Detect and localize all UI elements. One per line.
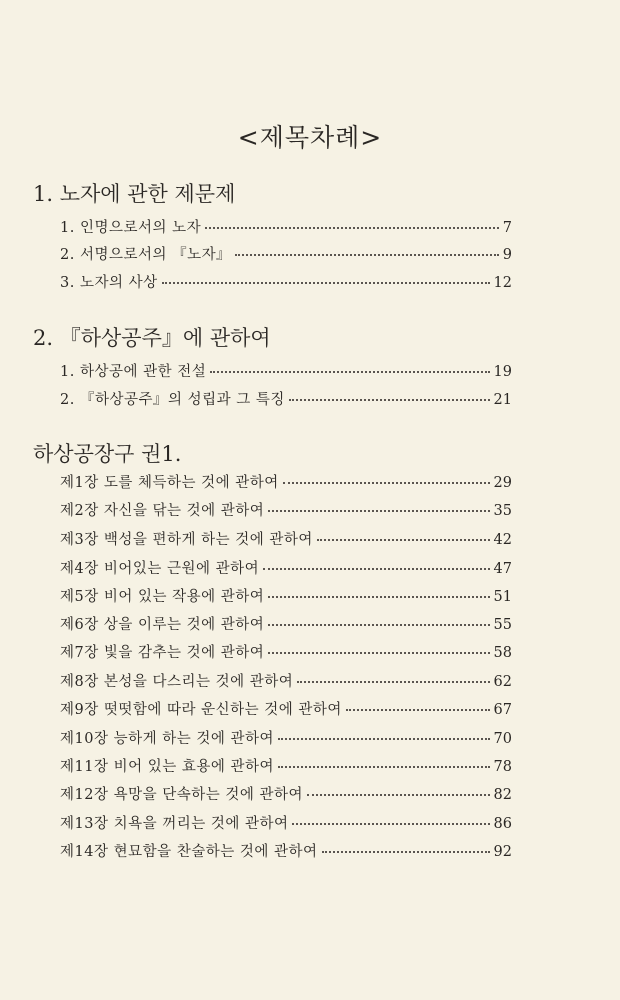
entry-page: 55 <box>493 617 512 633</box>
entry-label: 제9장 떳떳함에 따라 운신하는 것에 관하여 <box>60 702 342 718</box>
dot-leader <box>268 638 489 654</box>
dot-leader <box>346 695 490 711</box>
toc-entry <box>60 783 512 805</box>
dot-leader <box>268 582 489 598</box>
entry-label: 제6장 상을 이루는 것에 관하여 <box>60 617 265 633</box>
toc-entry <box>60 557 512 579</box>
toc-entry <box>60 388 512 410</box>
entry-label: 1. 인명으로서의 노자 <box>60 220 202 236</box>
entry-label: 제8장 본성을 다스리는 것에 관하여 <box>60 674 294 690</box>
entry-page: 58 <box>493 645 512 661</box>
toc-entry <box>60 471 512 493</box>
entry-page: 9 <box>502 247 512 263</box>
entry-page: 82 <box>493 787 512 803</box>
dot-leader <box>289 385 490 401</box>
entry-label: 제5장 비어 있는 작용에 관하여 <box>60 589 265 605</box>
toc-entry <box>60 613 512 635</box>
dot-leader <box>278 724 490 740</box>
entry-label: 제14장 현묘함을 찬술하는 것에 관하여 <box>60 844 318 860</box>
dot-leader <box>317 525 490 541</box>
entry-label: 제2장 자신을 닦는 것에 관하여 <box>60 503 265 519</box>
toc-entry <box>60 727 512 749</box>
entry-label: 제10장 능하게 하는 것에 관하여 <box>60 731 274 747</box>
dot-leader <box>205 213 499 229</box>
dot-leader <box>307 780 490 796</box>
toc-entry <box>60 360 512 382</box>
entry-label: 3. 노자의 사상 <box>60 275 158 291</box>
dot-leader <box>268 496 489 512</box>
dot-leader <box>322 837 490 853</box>
section-heading: 1. 노자에 관한 제문제 <box>33 182 236 206</box>
toc-entry <box>60 641 512 663</box>
entry-page: 21 <box>493 392 512 408</box>
page-title: <제목차례> <box>237 123 383 152</box>
dot-leader <box>268 610 489 626</box>
dot-leader <box>162 268 490 284</box>
toc-entry <box>60 243 512 265</box>
entry-label: 제3장 백성을 편하게 하는 것에 관하여 <box>60 532 313 548</box>
entry-label: 1. 하상공에 관한 전설 <box>60 364 207 380</box>
entry-page: 86 <box>493 816 512 832</box>
section-heading: 2. 『하상공주』에 관하여 <box>33 326 271 350</box>
entry-label: 제4장 비어있는 근원에 관하여 <box>60 561 260 577</box>
dot-leader <box>210 357 489 373</box>
entry-page: 7 <box>502 220 512 236</box>
toc-entry <box>60 670 512 692</box>
entry-page: 47 <box>493 561 512 577</box>
toc-entry <box>60 528 512 550</box>
entry-page: 51 <box>493 589 512 605</box>
toc-entry <box>60 840 512 862</box>
entry-page: 70 <box>493 731 512 747</box>
entry-label: 제7장 빛을 감추는 것에 관하여 <box>60 645 265 661</box>
entry-page: 12 <box>493 275 512 291</box>
entry-label: 제13장 치욕을 꺼리는 것에 관하여 <box>60 816 289 832</box>
dot-leader <box>297 667 489 683</box>
toc-entry <box>60 698 512 720</box>
entry-label: 제12장 욕망을 단속하는 것에 관하여 <box>60 787 303 803</box>
section-heading: 하상공장구 권1. <box>33 442 182 466</box>
toc-entry <box>60 755 512 777</box>
entry-page: 35 <box>493 503 512 519</box>
toc-entry <box>60 585 512 607</box>
entry-page: 67 <box>493 702 512 718</box>
entry-page: 78 <box>493 759 512 775</box>
entry-page: 19 <box>493 364 512 380</box>
toc-entry <box>60 216 512 238</box>
entry-label: 제11장 비어 있는 효용에 관하여 <box>60 759 274 775</box>
dot-leader <box>235 240 499 256</box>
entry-page: 62 <box>493 674 512 690</box>
dot-leader <box>283 468 490 484</box>
entry-label: 2. 서명으로서의 『노자』 <box>60 247 232 263</box>
dot-leader <box>263 554 489 570</box>
entry-page: 92 <box>493 844 512 860</box>
entry-label: 2. 『하상공주』의 성립과 그 특징 <box>60 392 285 408</box>
dot-leader <box>278 752 490 768</box>
entry-label: 제1장 도를 체득하는 것에 관하여 <box>60 475 279 491</box>
entry-page: 42 <box>493 532 512 548</box>
toc-entry <box>60 271 512 293</box>
entry-page: 29 <box>493 475 512 491</box>
toc-entry <box>60 812 512 834</box>
toc-entry <box>60 499 512 521</box>
dot-leader <box>292 809 489 825</box>
